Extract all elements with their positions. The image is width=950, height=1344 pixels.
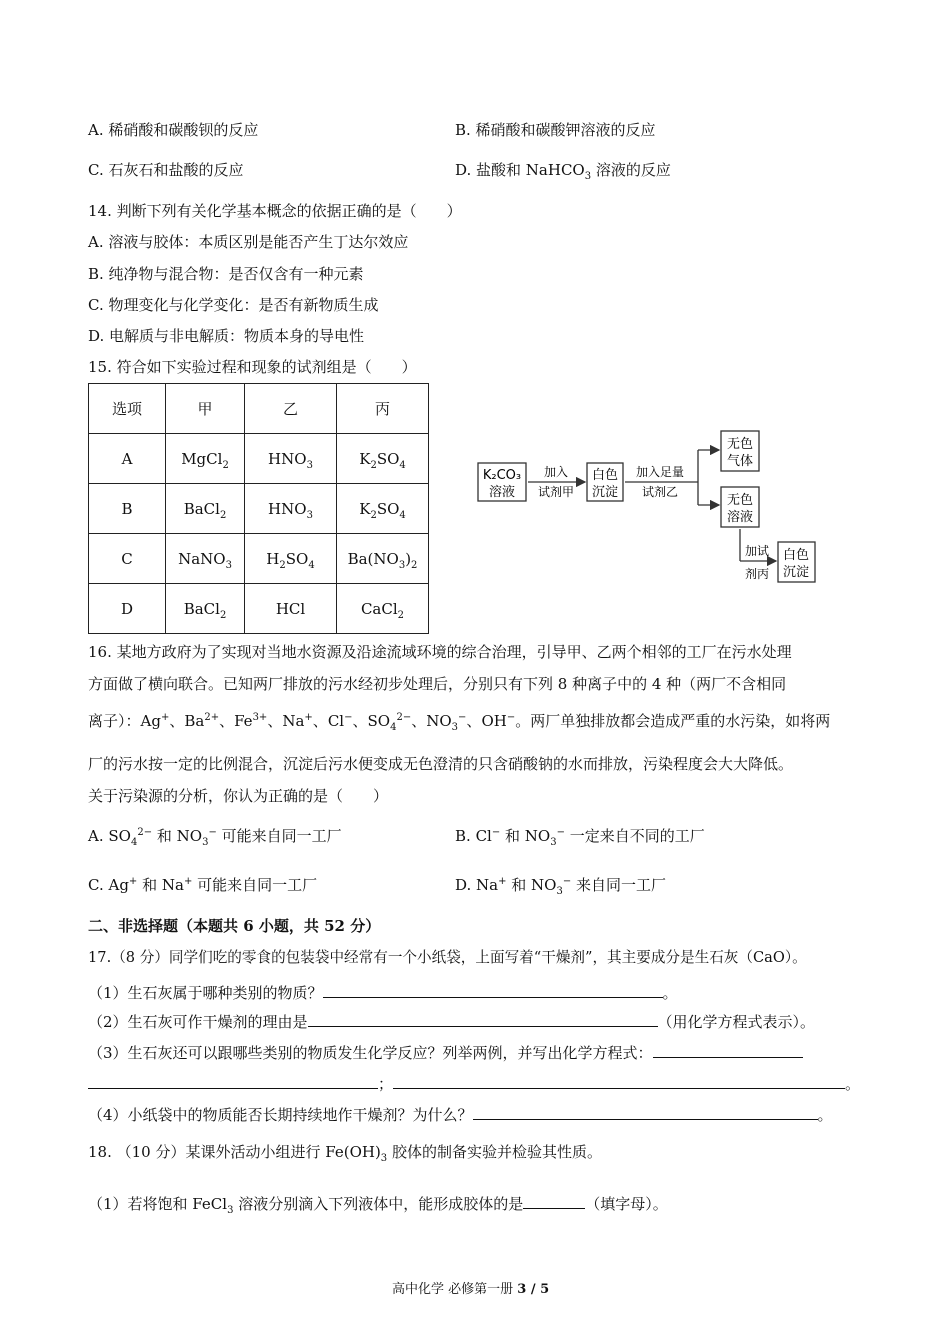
row-label: D	[89, 584, 166, 634]
answer-blank[interactable]	[308, 1011, 658, 1027]
q16-line5: 关于污染源的分析，你认为正确的是（ ）	[88, 787, 389, 805]
answer-blank[interactable]	[473, 1104, 818, 1120]
diagram-box3-line1: 无色	[726, 437, 754, 452]
q13-option-c: C. 石灰石和盐酸的反应	[88, 161, 244, 179]
q17-part1: （1）生石灰属于哪种类别的物质？ 。	[88, 984, 678, 1002]
diagram-box5-line1: 白色	[782, 548, 810, 563]
q18-stem: 18. （10 分）某课外活动小组进行 $Fe(OH)_3$ 胶体的制备实验并检验其性质。	[88, 1143, 602, 1164]
page-footer: 高中化学 必修第一册 3 / 5	[392, 1282, 550, 1297]
q15-options-table	[88, 383, 429, 634]
table-row	[89, 584, 429, 634]
q18-part1: （1）若将饱和 FeCl$_3$ 溶液分别滴入下列液体中，能形成胶体的是 （填字母）。	[88, 1195, 668, 1216]
diagram-box3-line2: 气体	[726, 454, 754, 469]
q17-part2: （2）生石灰可作干燥剂的理由是 （用化学方程式表示）。	[88, 1013, 816, 1031]
q17-stem: 17.（8 分）同学们吃的零食的包装袋中经常有一个小纸袋，上面写着“干燥剂”，其主要成分是生石灰（CaO）。	[88, 949, 807, 966]
q16-option-d: D. Na+ 和 $NO_3^-$ 来自同一工厂	[455, 876, 667, 897]
q16-line2: 方面做了横向联合。已知两厂排放的污水经初步处理后，分别只有下列 8 种离子中的 4 种（两厂不含相同	[88, 675, 787, 693]
cell-jia: NaNO$_3$	[166, 534, 245, 584]
q15-stem: 15. 符合如下实验过程和现象的试剂组是（ ）	[88, 358, 417, 376]
q16-option-b: B. Cl− 和 $NO_3^-$ 一定来自不同的工厂	[455, 827, 705, 848]
diagram-box4-line2: 溶液	[726, 510, 754, 525]
q17-part4: （4）小纸袋中的物质能否长期持续地作干燥剂？为什么？ 。	[88, 1106, 833, 1124]
diagram-box1-line1: K₂CO₃	[482, 468, 522, 483]
diagram-arrow2-top: 加入足量	[635, 465, 685, 479]
q13-option-d: D. 盐酸和 NaHCO$_3$ 溶液的反应	[455, 161, 671, 182]
q13-option-a: A. 稀硝酸和碳酸钡的反应	[88, 121, 259, 139]
answer-blank[interactable]	[323, 982, 663, 998]
row-label: A	[89, 434, 166, 484]
cell-yi: $HNO_3$	[245, 434, 337, 484]
cell-bing: $K_2SO_4$	[337, 434, 429, 484]
q14-option-a: A. 溶液与胶体：本质区别是能否产生丁达尔效应	[88, 233, 409, 251]
table-header-row	[89, 384, 429, 434]
header-option: 选项	[89, 384, 166, 434]
answer-blank[interactable]	[653, 1042, 803, 1058]
diagram-box5-line2: 沉淀	[782, 565, 810, 580]
cell-yi: $HNO_3$	[245, 484, 337, 534]
q16-line1: 16. 某地方政府为了实现对当地水资源及沿途流域环境的综合治理，引导甲、乙两个相邻的工厂在污水处理	[88, 643, 792, 661]
q16-line3: 离子）：Ag+、$Ba^{2+}$、$Fe^{3+}$、Na+、Cl−、$SO_4^{2-}$、$NO_3^-$、OH−。两厂单独排放都会造成严重的水污染，如将两	[88, 712, 831, 733]
diagram-box1-line2: 溶液	[488, 485, 516, 500]
diagram-arrow1-bottom: 试剂甲	[537, 485, 575, 499]
header-bing: 丙	[337, 384, 429, 434]
q14-option-c: C. 物理变化与化学变化：是否有新物质生成	[88, 296, 379, 314]
q14-option-b: B. 纯净物与混合物：是否仅含有一种元素	[88, 265, 364, 283]
page-number: 3 / 5	[517, 1282, 550, 1297]
q16-option-c: C. Ag+ 和 Na+ 可能来自同一工厂	[88, 876, 318, 894]
answer-blank[interactable]	[88, 1073, 378, 1089]
q14-option-d: D. 电解质与非电解质：物质本身的导电性	[88, 327, 365, 345]
q17-part3-continued: ； 。	[88, 1073, 860, 1094]
row-label: B	[89, 484, 166, 534]
diagram-arrow1-top: 加入	[543, 465, 569, 479]
diagram-arrow3-top: 加试	[744, 544, 770, 558]
row-label: C	[89, 534, 166, 584]
q13-option-b: B. 稀硝酸和碳酸钾溶液的反应	[455, 121, 656, 139]
cell-yi: HCl	[245, 584, 337, 634]
table-row	[89, 484, 429, 534]
header-jia: 甲	[166, 384, 245, 434]
diagram-box2-line2: 沉淀	[591, 485, 619, 500]
q15-flow-diagram	[470, 425, 820, 590]
q16-option-a: A. $SO_4^{2-}$ 和 $NO_3^-$ 可能来自同一工厂	[88, 827, 342, 848]
q17-part3: （3）生石灰还可以跟哪些类别的物质发生化学反应？列举两例，并写出化学方程式：	[88, 1042, 803, 1063]
section-heading: 二、非选择题（本题共 6 小题，共 52 分）	[88, 917, 381, 935]
cell-yi: $H_2SO_4$	[245, 534, 337, 584]
cell-bing: $Ba(NO_3)_2$	[337, 534, 429, 584]
cell-jia: BaCl$_2$	[166, 484, 245, 534]
answer-blank[interactable]	[393, 1073, 845, 1089]
q14-stem: 14. 判断下列有关化学基本概念的依据正确的是（ ）	[88, 202, 462, 220]
cell-jia: MgCl$_2$	[166, 434, 245, 484]
table-row	[89, 534, 429, 584]
diagram-arrow3-bottom: 剂丙	[744, 567, 770, 581]
diagram-box4-line1: 无色	[726, 493, 754, 508]
cell-bing: $K_2SO_4$	[337, 484, 429, 534]
diagram-arrow2-bottom: 试剂乙	[641, 485, 679, 499]
header-yi: 乙	[245, 384, 337, 434]
diagram-box2-line1: 白色	[591, 468, 619, 483]
q16-line4: 厂的污水按一定的比例混合，沉淀后污水便变成无色澄清的只含硝酸钠的水而排放，污染程度会大大降低。	[88, 755, 794, 773]
cell-bing: CaCl$_2$	[337, 584, 429, 634]
answer-blank[interactable]	[523, 1193, 585, 1209]
cell-jia: BaCl$_2$	[166, 584, 245, 634]
table-row	[89, 434, 429, 484]
